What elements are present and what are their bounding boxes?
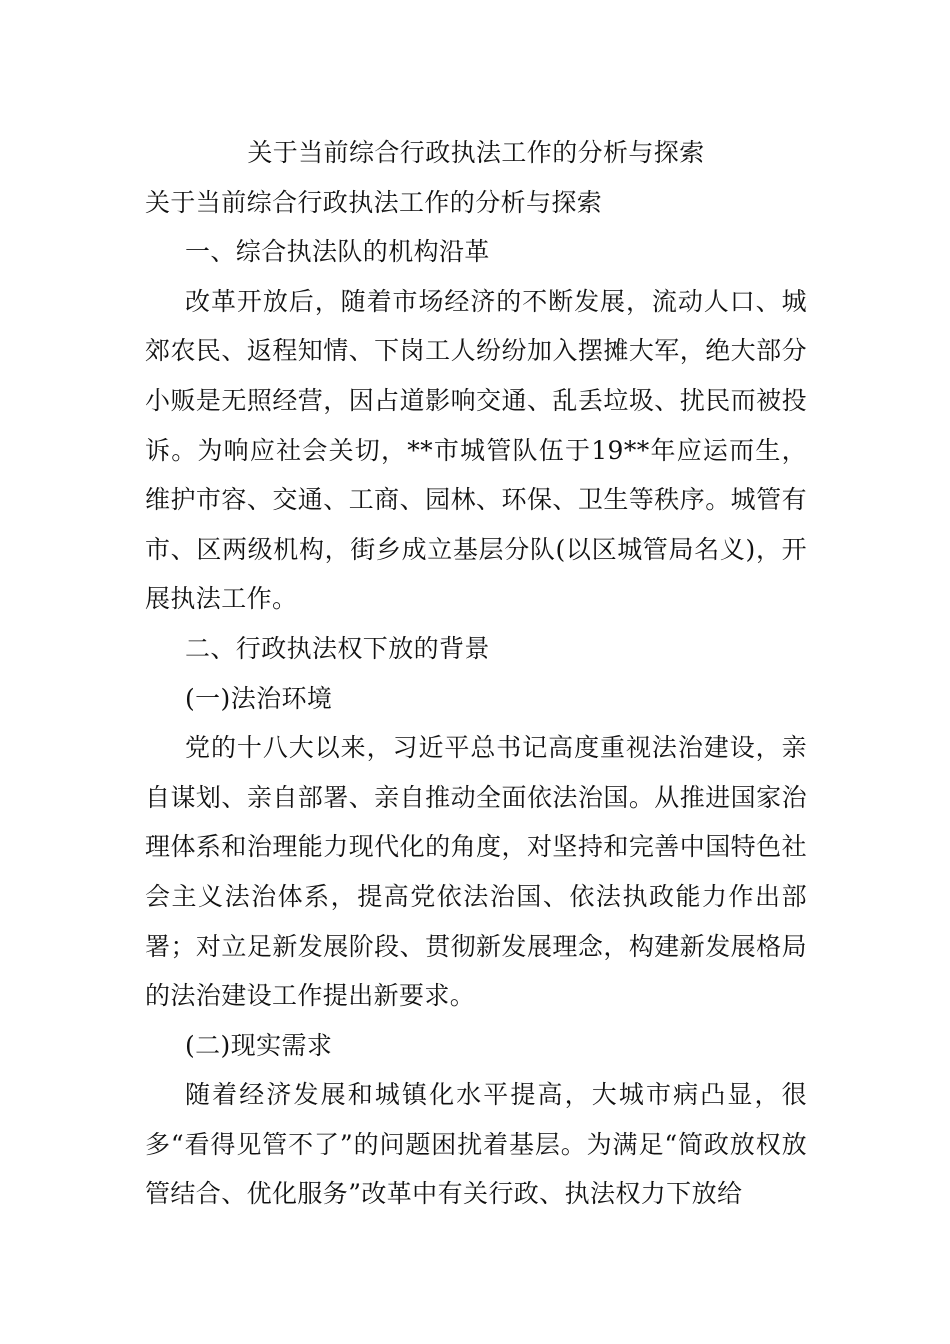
section-2-2-paragraph: 随着经济发展和城镇化水平提高，大城市病凸显，很多“看得见管不了”的问题困扰着基层。为满足“简政放权放管结合、优化服务”改革中有关行政、执法权力下放给 xyxy=(145,1080,807,1209)
document-subtitle: 关于当前综合行政执法工作的分析与探索 xyxy=(145,187,603,217)
section-2-heading: 二、行政执法权下放的背景 xyxy=(185,633,490,663)
document-body xyxy=(145,128,807,1219)
section-2-2-heading: (二)现实需求 xyxy=(185,1030,333,1060)
section-2-1-heading: (一)法治环境 xyxy=(185,683,333,713)
section-1-paragraph: 改革开放后，随着市场经济的不断发展，流动人口、城郊农民、返程知情、下岗工人纷纷加入摆摊大军，绝大部分小贩是无照经营，因占道影响交通、乱丢垃圾、扰民而被投诉。为响应社会关切，**市城管队伍于19**年应运而生，维护市容、交通、工商、园林、环保、卫生等秩序。城管有市、区两级机构，街乡成立基层分队(以区城管局名义)，开展执法工作。 xyxy=(145,286,807,614)
section-1-heading: 一、综合执法队的机构沿革 xyxy=(185,237,490,267)
section-2-1-paragraph: 党的十八大以来，习近平总书记高度重视法治建设，亲自谋划、亲自部署、亲自推动全面依法治国。从推进国家治理体系和治理能力现代化的角度，对坚持和完善中国特色社会主义法治体系，提高党依法治国、依法执政能力作出部署；对立足新发展阶段、贯彻新发展理念，构建新发展格局的法治建设工作提出新要求。 xyxy=(145,733,807,1011)
document-title: 关于当前综合行政执法工作的分析与探索 xyxy=(247,138,705,167)
